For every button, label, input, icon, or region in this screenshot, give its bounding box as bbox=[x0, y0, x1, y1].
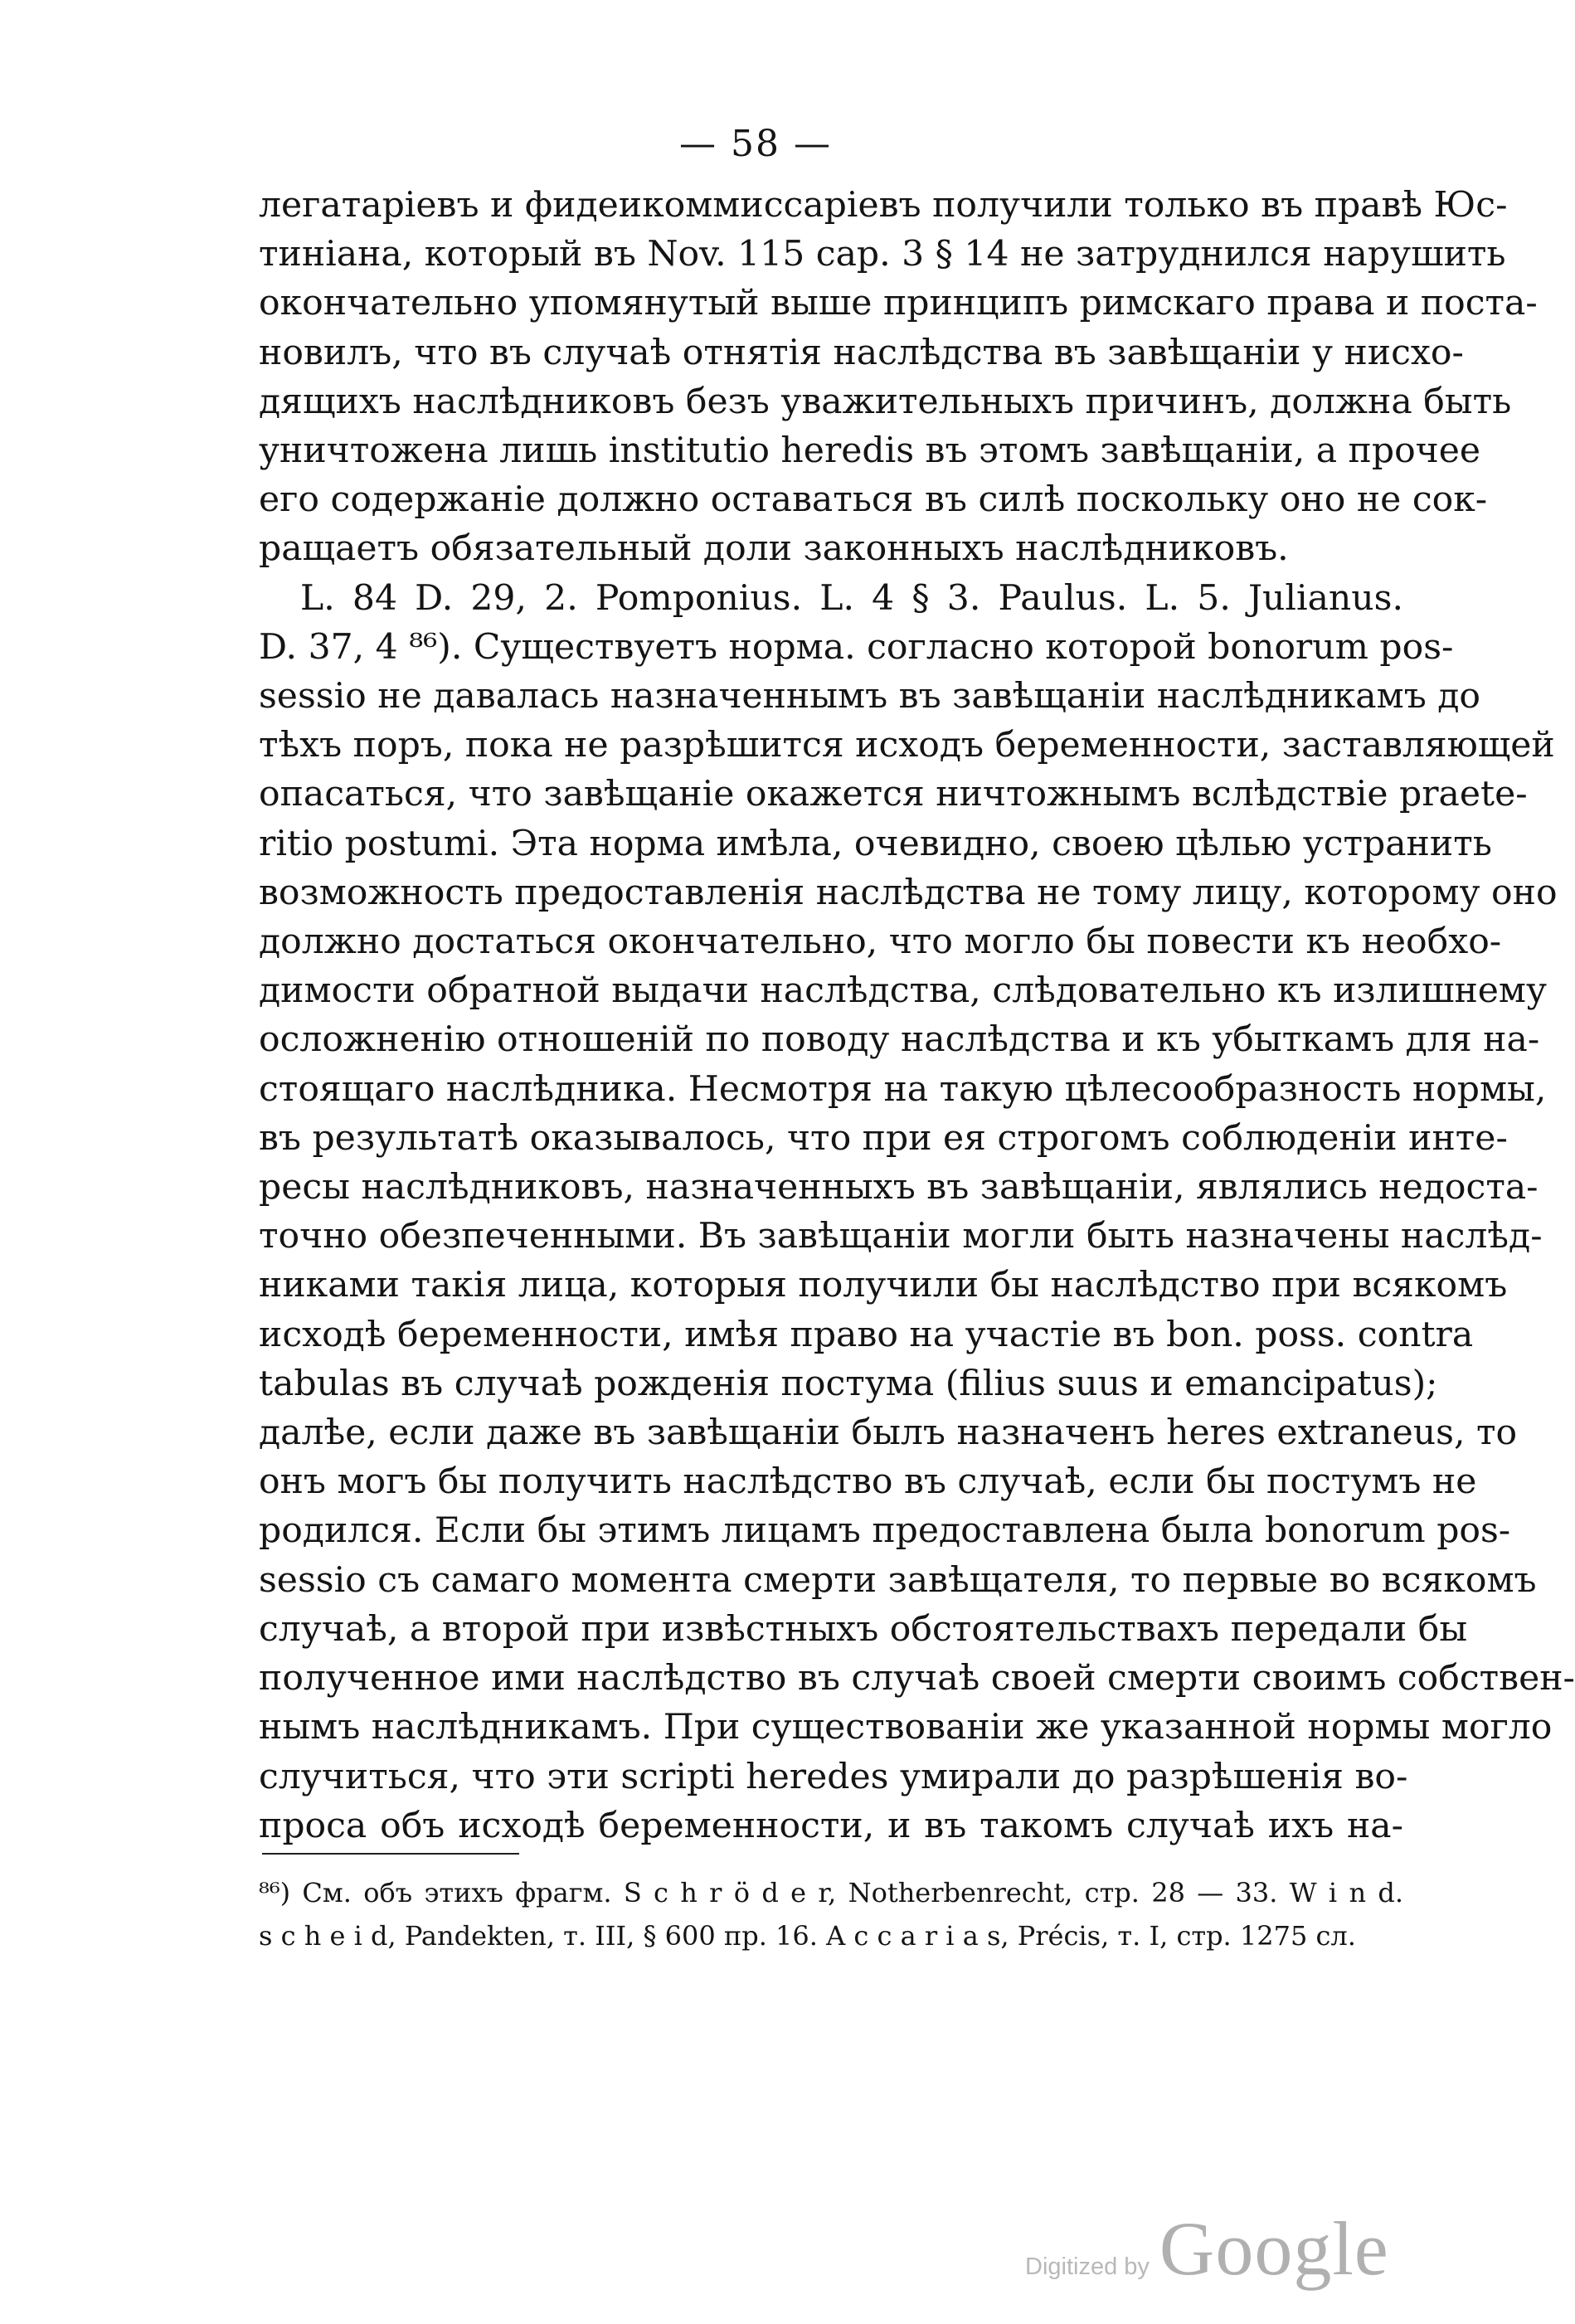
text-line: sessio съ самаго момента смерти завѣщателя, то первые во всякомъ bbox=[259, 1559, 1537, 1601]
text-line: должно достаться окончательно, что могло бы повести къ необхо- bbox=[259, 921, 1502, 963]
text-line: дящихъ наслѣдниковъ безъ уважительныхъ причинъ, должна быть bbox=[259, 381, 1512, 422]
text-line: онъ могъ бы получить наслѣдство въ случаѣ, если бы постумъ не bbox=[259, 1461, 1477, 1503]
text-line: тѣхъ поръ, пока не разрѣшится исходъ беременности, заставляющей bbox=[259, 725, 1555, 766]
watermark-prefix: Digitized by bbox=[1025, 2254, 1150, 2280]
text-line: тиніана, который въ Nov. 115 cap. 3 § 14 не затруднился нарушить bbox=[259, 234, 1506, 275]
google-logo: Google bbox=[1159, 2206, 1389, 2291]
text-line: въ результатѣ оказывалось, что при ея строгомъ соблюденіи инте- bbox=[259, 1117, 1508, 1159]
text-line: проса объ исходѣ беременности, и въ такомъ случаѣ ихъ на- bbox=[259, 1805, 1403, 1846]
text-line: никами такія лица, которыя получили бы наслѣдство при всякомъ bbox=[259, 1265, 1508, 1306]
text-line: окончательно упомянутый выше принципъ римскаго права и поста- bbox=[259, 283, 1538, 324]
text-line: нымъ наслѣдникамъ. При существованіи же указанной нормы могло bbox=[259, 1707, 1553, 1748]
text-line: L. 84 D. 29, 2. Pomponius. L. 4 § 3. Paulus. L. 5. Julianus. bbox=[300, 577, 1403, 619]
text-line: его содержаніе должно оставаться въ силѣ поскольку оно не сок- bbox=[259, 479, 1488, 521]
text-line: возможность предоставленія наслѣдства не тому лицу, которому оно bbox=[259, 872, 1558, 913]
text-line: ращаетъ обязательный доли законныхъ наслѣдниковъ. bbox=[259, 528, 1289, 570]
page-number: — 58 — bbox=[679, 123, 832, 165]
text-line: sessio не давалась назначеннымъ въ завѣщаніи наслѣдникамъ до bbox=[259, 676, 1480, 717]
body-text bbox=[259, 181, 1575, 1850]
text-line: димости обратной выдачи наслѣдства, слѣдовательно къ излишнему bbox=[259, 970, 1547, 1012]
text-line: родился. Если бы этимъ лицамъ предоставлена была bonorum pos- bbox=[259, 1510, 1511, 1552]
text-line: ritio postumi. Эта норма имѣла, очевидно, своею цѣлью устранить bbox=[259, 823, 1492, 864]
footnote-divider bbox=[262, 1853, 519, 1855]
text-line: tabulas въ случаѣ рожденія постума (filius suus и emancipatus); bbox=[259, 1363, 1438, 1404]
digitized-watermark bbox=[1025, 2205, 1389, 2296]
text-line: D. 37, 4 ⁸⁶). Существуетъ норма. согласно которой bonorum pos- bbox=[259, 626, 1454, 668]
footnote-line: ⁸⁶) См. объ этихъ фрагм. S c h r ö d e r, Notherbenrecht, стр. 28 — 33. W i n d. bbox=[259, 1877, 1403, 1908]
text-line: ресы наслѣдниковъ, назначенныхъ въ завѣщаніи, являлись недоста- bbox=[259, 1167, 1539, 1208]
text-line: точно обезпеченными. Въ завѣщаніи могли быть назначены наслѣд- bbox=[259, 1216, 1543, 1257]
text-line: далѣе, если даже въ завѣщаніи былъ назначенъ heres extraneus, то bbox=[259, 1412, 1518, 1454]
text-line: уничтожена лишь institutio heredis въ этомъ завѣщаніи, а прочее bbox=[259, 430, 1481, 472]
text-line: легатаріевъ и фидеикоммиссаріевъ получили только въ правѣ Юс- bbox=[259, 185, 1508, 226]
text-line: исходѣ беременности, имѣя право на участіе въ bon. poss. contra bbox=[259, 1314, 1474, 1355]
footnote-line: s c h e i d, Pandekten, т. III, § 600 пр. 16. A c c a r i a s, Précis, т. I, стр. 1275 сл. bbox=[259, 1920, 1356, 1952]
text-line: случаѣ, а второй при извѣстныхъ обстоятельствахъ передали бы bbox=[259, 1608, 1468, 1650]
text-line: новилъ, что въ случаѣ отнятія наслѣдства въ завѣщаніи у нисхо- bbox=[259, 332, 1464, 373]
text-line: случиться, что эти scripti heredes умирали до разрѣшенія во- bbox=[259, 1756, 1408, 1797]
text-line: полученное ими наслѣдство въ случаѣ своей смерти своимъ собствен- bbox=[259, 1658, 1575, 1699]
footnote bbox=[259, 1871, 1403, 1957]
text-line: стоящаго наслѣдника. Несмотря на такую цѣлесообразность нормы, bbox=[259, 1068, 1547, 1110]
text-line: осложненію отношеній по поводу наслѣдства и къ убыткамъ для на- bbox=[259, 1019, 1540, 1061]
text-line: опасаться, что завѣщаніе окажется ничтожнымъ вслѣдствіе praete- bbox=[259, 774, 1528, 815]
